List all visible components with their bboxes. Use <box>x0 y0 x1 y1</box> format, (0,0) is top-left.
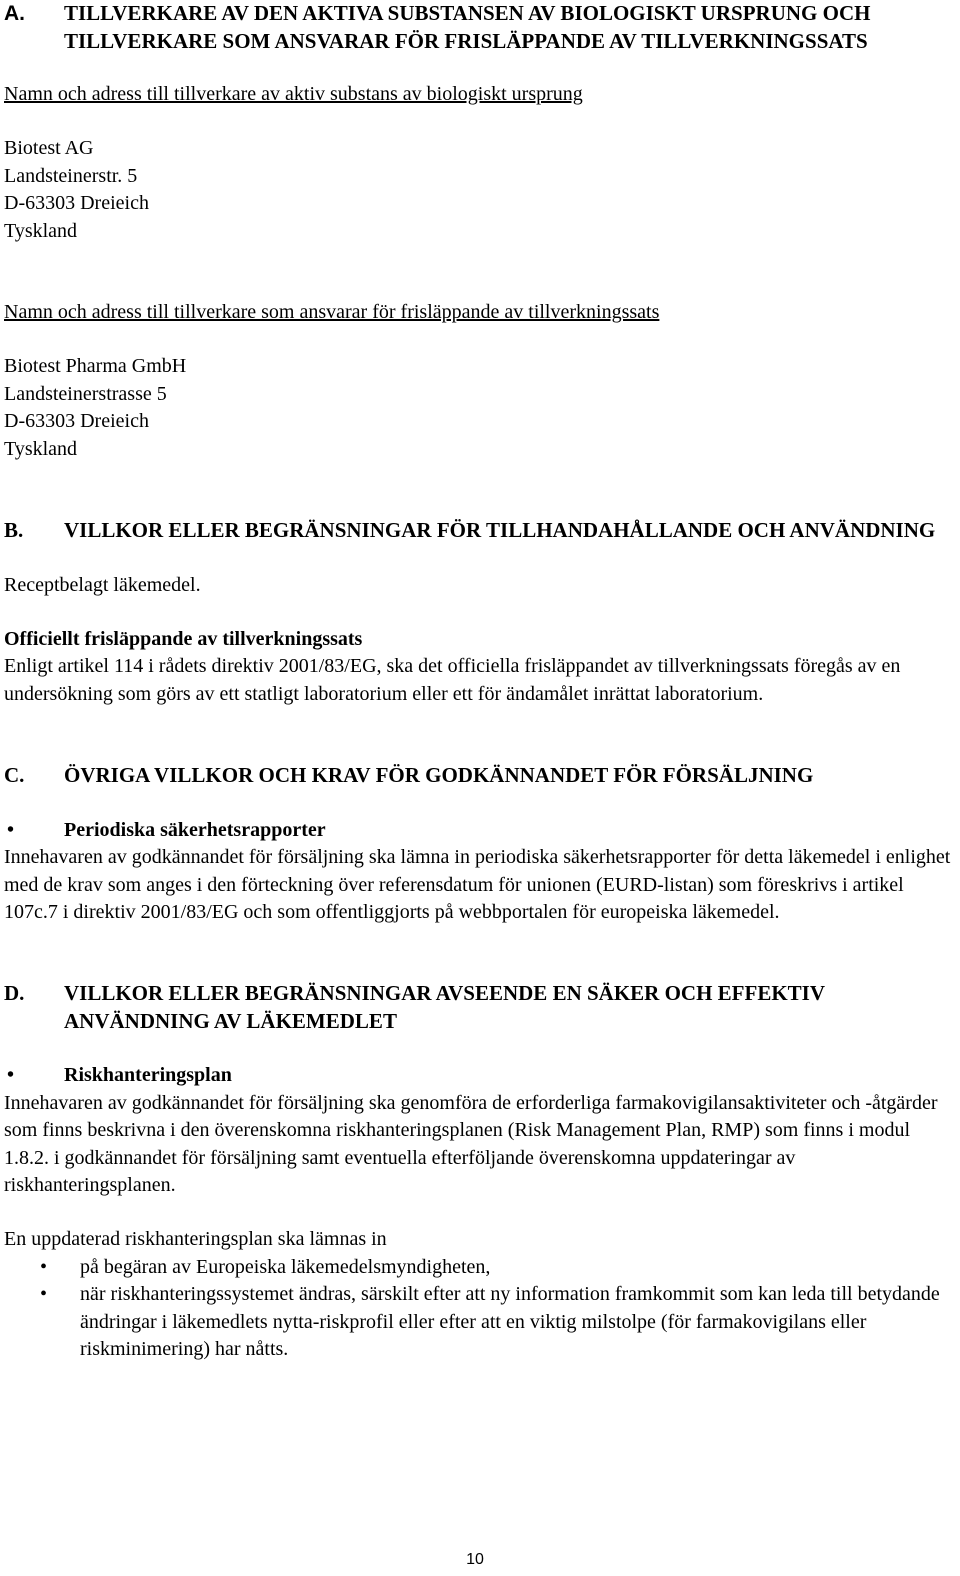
rmp-text: Innehavaren av godkännandet för försäljning ska genomföra de erforderliga farmakovigilansaktiviteter och -åtgärder som finns beskrivna i den överenskomna riskhanteringsplanen (Risk Management Plan, RMP) som finns i modul 1.8.2. i godkännandet för försäljning samt eventuella efterföljande överenskomna uppdateringar av riskhanteringsplanen. <box>4 1091 938 1196</box>
bullet-icon: • <box>40 1255 48 1278</box>
bullet-icon: • <box>7 1064 15 1087</box>
section-c-title: ÖVRIGA VILLKOR OCH KRAV FÖR GODKÄNNANDET FÖR FÖRSÄLJNING <box>64 763 814 788</box>
official-release-heading: Officiellt frisläppande av tillverkningssats <box>4 627 363 650</box>
rmp-heading <box>4 1062 956 1089</box>
bullet-icon: • <box>7 818 15 841</box>
section-a-letter: A. <box>4 2 25 25</box>
address-line: Tyskland <box>4 437 78 460</box>
page-number: 10 <box>466 1551 484 1568</box>
release-manufacturer-address <box>4 353 956 463</box>
psur-heading <box>4 817 956 844</box>
section-b-heading <box>4 517 956 545</box>
address-line: Biotest Pharma GmbH <box>4 355 187 378</box>
section-d-heading <box>4 980 956 1035</box>
list-item <box>4 1254 956 1281</box>
section-a-title: TILLVERKARE AV DEN AKTIVA SUBSTANSEN AV BIOLOGISKT URSPRUNG OCH TILLVERKARE SOM ANSVARAR FÖR FRISLÄPPANDE AV TILLVERKNINGSSATS <box>64 1 871 53</box>
official-release-text: Enligt artikel 114 i rådets direktiv 2001/83/EG, ska det officiella frisläppandet av tillverkningssats föregås av en undersökning som görs av ett statligt laboratorium eller ett för ändamålet inrättat laboratorium. <box>4 655 901 705</box>
list-item-text: på begäran av Europeiska läkemedelsmyndigheten, <box>80 1255 491 1278</box>
document-page <box>4 0 956 1363</box>
rmp-update-list <box>4 1254 956 1364</box>
bio-manufacturer-address <box>4 135 956 245</box>
address-line: Landsteinerstrasse 5 <box>4 382 167 405</box>
address-line: D-63303 Dreieich <box>4 192 149 215</box>
bullet-icon: • <box>40 1283 48 1306</box>
psur-heading-text: Periodiska säkerhetsrapporter <box>64 818 326 841</box>
psur-text: Innehavaren av godkännandet för försäljning ska lämna in periodiska säkerhetsrapporter för detta läkemedel i enlighet med de krav som anges i den förteckning över referensdatum för unionen (EURD-listan) som föreskrivs i artikel 107c.7 i direktiv 2001/83/EG och som offentliggjorts på webbportalen för europeiska läkemedel. <box>4 846 951 923</box>
section-d-letter: D. <box>4 981 25 1006</box>
list-item-text: när riskhanteringssystemet ändras, särskilt efter att ny information framkommit som kan leda till betydande ändringar i läkemedlets nytta-riskprofil eller efter att en viktig milstolpe (för farmakovigilans eller riskminimering) har nåtts. <box>80 1283 940 1360</box>
address-line: D-63303 Dreieich <box>4 410 149 433</box>
section-d-title: VILLKOR ELLER BEGRÄNSNINGAR AVSEENDE EN SÄKER OCH EFFEKTIV ANVÄNDNING AV LÄKEMEDLET <box>64 981 825 1033</box>
rmp-heading-text: Riskhanteringsplan <box>64 1064 232 1087</box>
section-c-heading <box>4 762 956 790</box>
address-line: Biotest AG <box>4 137 94 160</box>
bio-manufacturer-heading: Namn och adress till tillverkare av aktiv substans av biologiskt ursprung <box>4 83 583 105</box>
list-item <box>4 1281 956 1363</box>
section-c-letter: C. <box>4 763 25 788</box>
section-b-letter: B. <box>4 518 24 543</box>
address-line: Landsteinerstr. 5 <box>4 164 138 187</box>
prescription-status: Receptbelagt läkemedel. <box>4 573 201 596</box>
release-manufacturer-heading: Namn och adress till tillverkare som ansvarar för frisläppande av tillverkningssats <box>4 301 660 324</box>
section-a-heading <box>4 0 956 55</box>
rmp-update-intro: En uppdaterad riskhanteringsplan ska lämnas in <box>4 1228 387 1251</box>
address-line: Tyskland <box>4 219 78 242</box>
section-b-title: VILLKOR ELLER BEGRÄNSNINGAR FÖR TILLHANDAHÅLLANDE OCH ANVÄNDNING <box>64 518 936 543</box>
